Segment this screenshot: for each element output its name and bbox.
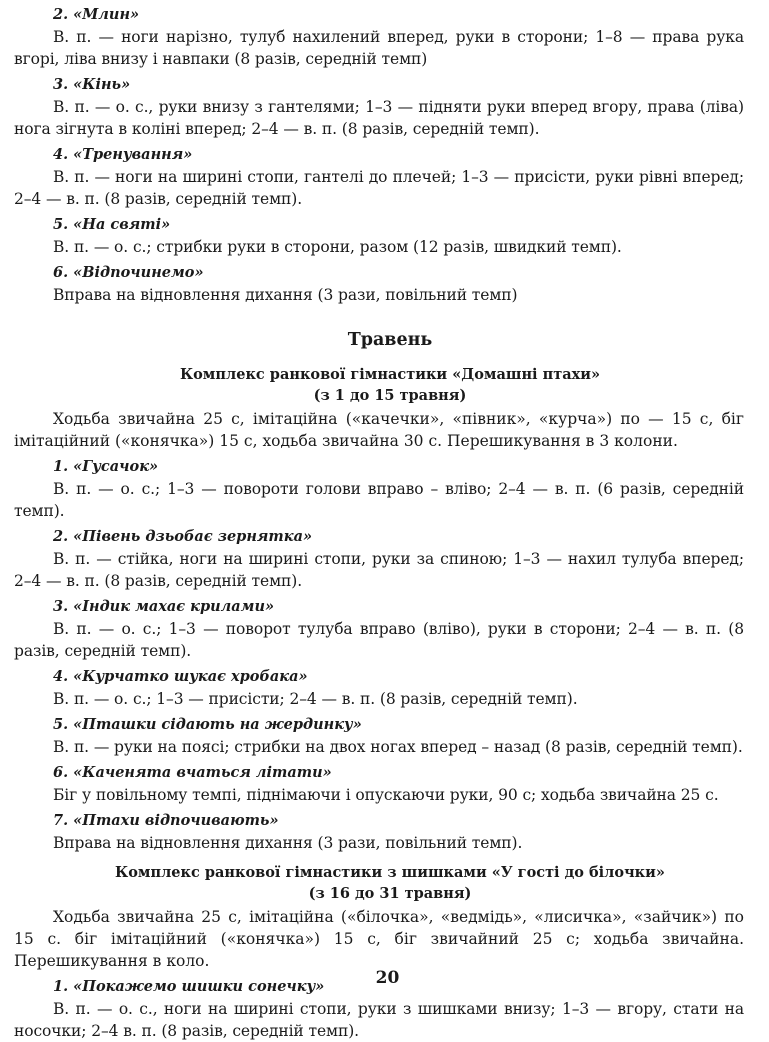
exercise-text: В. п. — о. с.; 1–3 — поворот тулуба вправо (вліво), руки в сторони; 2–4 — в. п. (8 разів, середній темп).: [14, 620, 744, 660]
page-number: 20: [375, 968, 400, 988]
exercise-text: В. п. — ноги нарізно, тулуб нахилений вперед, руки в сторони; 1–8 — права рука вгорі, ліва внизу і навпаки (8 разів, середній темп): [14, 28, 744, 68]
exercise-title: 3. «Кінь»: [53, 76, 131, 93]
exercise-title: 6. «Відпочинемо»: [53, 264, 204, 281]
exercise-title: 1. «Покажемо шишки сонечку»: [53, 978, 325, 995]
exercise-text: В. п. — стійка, ноги на ширині стопи, руки за спиною; 1–3 — нахил тулуба вперед; 2–4 — в. п. (8 разів, середній темп).: [14, 550, 744, 590]
exercise-trenuvannia: [14, 144, 744, 210]
exercise-piven: [14, 526, 744, 592]
complex-dates: (з 1 до 15 травня): [313, 387, 467, 404]
exercise-title: 5. «Пташки сідають на жердинку»: [53, 716, 362, 733]
exercise-text: В. п. — руки на поясі; стрибки на двох ногах вперед – назад (8 разів, середній темп).: [53, 738, 743, 756]
exercise-indyk: [14, 596, 744, 662]
exercise-title: 5. «На святі»: [53, 216, 171, 233]
page-body: [14, 0, 744, 1042]
complex-title: Комплекс ранкової гімнастики з шишками «У гості до білочки»: [115, 864, 665, 881]
exercise-title: 1. «Гусачок»: [53, 458, 159, 475]
exercise-text: В. п. — о. с., руки внизу з гантелями; 1–3 — підняти руки вперед вгору, права (ліва) нога зігнута в коліні вперед; 2–4 — в. п. (8 разів, середній темп).: [14, 98, 744, 138]
exercise-kin: [14, 74, 744, 140]
month-heading: Травень: [347, 330, 433, 350]
exercise-text: В. п. — ноги на ширині стопи, гантелі до плечей; 1–3 — присісти, руки рівні вперед; 2–4 — в. п. (8 разів, середній темп).: [14, 168, 744, 208]
exercise-text: Біг у повільному темпі, піднімаючи і опускаючи руки, 90 с; ходьба звичайна 25 с.: [53, 786, 719, 804]
exercise-title: 7. «Птахи відпочивають»: [53, 812, 279, 829]
exercise-kurchatko: [14, 666, 744, 710]
exercise-text: Вправа на відновлення дихання (3 рази, повільний темп).: [53, 834, 523, 852]
exercise-text: В. п. — о. с.; стрибки руки в сторони, разом (12 разів, швидкий темп).: [53, 238, 622, 256]
exercise-kacheniata: [14, 762, 744, 806]
exercise-text: Вправа на відновлення дихання (3 рази, повільний темп): [53, 286, 518, 304]
exercise-title: 6. «Каченята вчаться літати»: [53, 764, 332, 781]
exercise-na-sviati: [14, 214, 744, 258]
exercise-title: 3. «Індик махає крилами»: [53, 598, 275, 615]
exercise-text: В. п. — о. с.; 1–3 — повороти голови вправо – вліво; 2–4 — в. п. (6 разів, середній темп).: [14, 480, 744, 520]
complex-intro: Ходьба звичайна 25 с, імітаційна («білочка», «ведмідь», «лисичка», «зайчик») по 15 с. біг імітаційний («конячка») 15 с, біг звичайний 25 с; ходьба звичайна. Перешикування в коло.: [14, 908, 744, 970]
exercise-text: В. п. — о. с., ноги на ширині стопи, руки з шишками внизу; 1–3 — вгору, стати на носочки; 2–4 в. п. (8 разів, середній темп).: [14, 1000, 744, 1040]
exercise-title: 2. «Півень дзьобає зернятка»: [53, 528, 313, 545]
exercise-title: 4. «Тренування»: [53, 146, 193, 163]
complex-intro: Ходьба звичайна 25 с, імітаційна («качечки», «півник», «курча») по — 15 с, біг імітаційний («конячка») 15 с, ходьба звичайна 30 с. Перешикування в 3 колони.: [14, 410, 744, 450]
exercise-ptakhy: [14, 810, 744, 854]
exercise-gusachok: [14, 456, 744, 522]
exercise-text: В. п. — о. с.; 1–3 — присісти; 2–4 — в. п. (8 разів, середній темп).: [53, 690, 578, 708]
complex-dates: (з 16 до 31 травня): [308, 885, 472, 902]
exercise-title: 2. «Млин»: [53, 6, 140, 23]
exercise-vidpochynemo: [14, 262, 744, 306]
complex-title: Комплекс ранкової гімнастики «Домашні птахи»: [179, 366, 601, 383]
exercise-ptashky: [14, 714, 744, 758]
exercise-title: 4. «Курчатко шукає хробака»: [53, 668, 308, 685]
exercise-mlyn: [14, 4, 744, 70]
